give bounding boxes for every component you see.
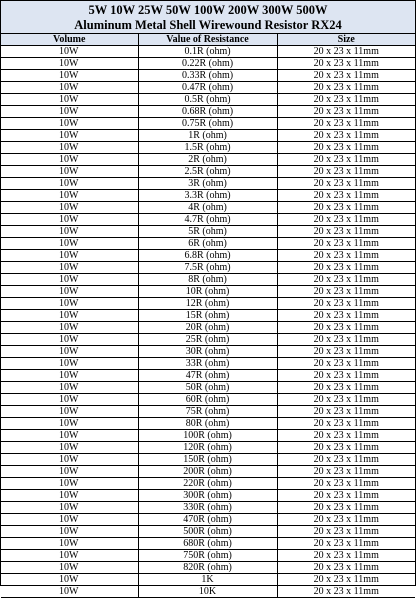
cell-resistance: 500R (ohm) — [138, 526, 277, 538]
cell-size: 20 x 23 x 11mm — [277, 430, 415, 442]
cell-size: 20 x 23 x 11mm — [277, 214, 415, 226]
table-row — [1, 202, 415, 214]
cell-resistance: 220R (ohm) — [138, 478, 277, 490]
cell-volume: 10W — [1, 430, 138, 442]
table-row — [1, 250, 415, 262]
table-row — [1, 514, 415, 526]
cell-resistance: 0.5R (ohm) — [138, 94, 277, 106]
cell-size: 20 x 23 x 11mm — [277, 514, 415, 526]
table-row — [1, 550, 415, 562]
table-row — [1, 286, 415, 298]
cell-size: 20 x 23 x 11mm — [277, 370, 415, 382]
cell-size: 20 x 23 x 11mm — [277, 442, 415, 454]
cell-resistance: 0.33R (ohm) — [138, 70, 277, 82]
column-header-resistance: Value of Resistance — [138, 34, 277, 46]
cell-size: 20 x 23 x 11mm — [277, 310, 415, 322]
cell-resistance: 5R (ohm) — [138, 226, 277, 238]
cell-size: 20 x 23 x 11mm — [277, 526, 415, 538]
cell-resistance: 200R (ohm) — [138, 466, 277, 478]
cell-resistance: 100R (ohm) — [138, 430, 277, 442]
cell-volume: 10W — [1, 238, 138, 250]
cell-resistance: 75R (ohm) — [138, 406, 277, 418]
table-row — [1, 526, 415, 538]
cell-size: 20 x 23 x 11mm — [277, 490, 415, 502]
title-line-wattages: 5W 10W 25W 50W 100W 200W 300W 500W — [88, 3, 328, 17]
cell-volume: 10W — [1, 442, 138, 454]
table-row — [1, 310, 415, 322]
cell-size: 20 x 23 x 11mm — [277, 130, 415, 142]
table-row — [1, 94, 415, 106]
cell-volume: 10W — [1, 46, 138, 58]
cell-size: 20 x 23 x 11mm — [277, 382, 415, 394]
cell-size: 20 x 23 x 11mm — [277, 46, 415, 58]
table-row — [1, 238, 415, 250]
cell-volume: 10W — [1, 118, 138, 130]
cell-volume: 10W — [1, 262, 138, 274]
cell-resistance: 7.5R (ohm) — [138, 262, 277, 274]
cell-resistance: 8R (ohm) — [138, 274, 277, 286]
cell-resistance: 3R (ohm) — [138, 178, 277, 190]
table-header-row — [1, 34, 415, 46]
cell-volume: 10W — [1, 394, 138, 406]
cell-resistance: 0.68R (ohm) — [138, 106, 277, 118]
cell-resistance: 20R (ohm) — [138, 322, 277, 334]
cell-resistance: 330R (ohm) — [138, 502, 277, 514]
table-row — [1, 178, 415, 190]
cell-volume: 10W — [1, 130, 138, 142]
cell-size: 20 x 23 x 11mm — [277, 106, 415, 118]
cell-size: 20 x 23 x 11mm — [277, 466, 415, 478]
cell-size: 20 x 23 x 11mm — [277, 118, 415, 130]
cell-resistance: 80R (ohm) — [138, 418, 277, 430]
table-body — [1, 46, 415, 598]
table-row — [1, 166, 415, 178]
cell-size: 20 x 23 x 11mm — [277, 262, 415, 274]
table-row — [1, 190, 415, 202]
table-row — [1, 70, 415, 82]
table-row — [1, 106, 415, 118]
cell-resistance: 4.7R (ohm) — [138, 214, 277, 226]
cell-size: 20 x 23 x 11mm — [277, 166, 415, 178]
table-row — [1, 334, 415, 346]
table-row — [1, 538, 415, 550]
cell-volume: 10W — [1, 382, 138, 394]
cell-volume: 10W — [1, 286, 138, 298]
resistor-table — [1, 34, 415, 598]
cell-resistance: 0.47R (ohm) — [138, 82, 277, 94]
cell-volume: 10W — [1, 322, 138, 334]
cell-resistance: 6.8R (ohm) — [138, 250, 277, 262]
table-row — [1, 430, 415, 442]
table-row — [1, 58, 415, 70]
cell-resistance: 820R (ohm) — [138, 562, 277, 574]
cell-resistance: 25R (ohm) — [138, 334, 277, 346]
table-row — [1, 262, 415, 274]
cell-volume: 10W — [1, 478, 138, 490]
cell-volume: 10W — [1, 346, 138, 358]
cell-volume: 10W — [1, 106, 138, 118]
cell-volume: 10W — [1, 490, 138, 502]
cell-resistance: 0.1R (ohm) — [138, 46, 277, 58]
cell-size: 20 x 23 x 11mm — [277, 70, 415, 82]
cell-volume: 10W — [1, 538, 138, 550]
table-row — [1, 370, 415, 382]
cell-volume: 10W — [1, 58, 138, 70]
cell-resistance: 15R (ohm) — [138, 310, 277, 322]
table-row — [1, 442, 415, 454]
cell-size: 20 x 23 x 11mm — [277, 154, 415, 166]
cell-size: 20 x 23 x 11mm — [277, 586, 415, 598]
cell-size: 20 x 23 x 11mm — [277, 418, 415, 430]
cell-size: 20 x 23 x 11mm — [277, 226, 415, 238]
cell-resistance: 50R (ohm) — [138, 382, 277, 394]
cell-size: 20 x 23 x 11mm — [277, 286, 415, 298]
cell-resistance: 3.3R (ohm) — [138, 190, 277, 202]
table-row — [1, 298, 415, 310]
table-row — [1, 274, 415, 286]
cell-volume: 10W — [1, 370, 138, 382]
cell-size: 20 x 23 x 11mm — [277, 202, 415, 214]
cell-size: 20 x 23 x 11mm — [277, 238, 415, 250]
table-row — [1, 322, 415, 334]
cell-volume: 10W — [1, 406, 138, 418]
cell-size: 20 x 23 x 11mm — [277, 478, 415, 490]
cell-volume: 10W — [1, 178, 138, 190]
table-row — [1, 214, 415, 226]
cell-size: 20 x 23 x 11mm — [277, 298, 415, 310]
table-row — [1, 82, 415, 94]
table-row — [1, 466, 415, 478]
cell-resistance: 1R (ohm) — [138, 130, 277, 142]
cell-resistance: 470R (ohm) — [138, 514, 277, 526]
cell-size: 20 x 23 x 11mm — [277, 550, 415, 562]
table-row — [1, 418, 415, 430]
cell-resistance: 750R (ohm) — [138, 550, 277, 562]
sheet-title — [1, 1, 415, 34]
table-row — [1, 226, 415, 238]
cell-size: 20 x 23 x 11mm — [277, 454, 415, 466]
cell-volume: 10W — [1, 274, 138, 286]
table-row — [1, 394, 415, 406]
cell-size: 20 x 23 x 11mm — [277, 406, 415, 418]
cell-volume: 10W — [1, 298, 138, 310]
table-row — [1, 358, 415, 370]
table-row — [1, 490, 415, 502]
table-row — [1, 118, 415, 130]
cell-resistance: 47R (ohm) — [138, 370, 277, 382]
cell-size: 20 x 23 x 11mm — [277, 502, 415, 514]
cell-volume: 10W — [1, 418, 138, 430]
table-row — [1, 502, 415, 514]
cell-size: 20 x 23 x 11mm — [277, 274, 415, 286]
cell-volume: 10W — [1, 586, 138, 598]
cell-volume: 10W — [1, 454, 138, 466]
table-row — [1, 562, 415, 574]
cell-volume: 10W — [1, 466, 138, 478]
cell-volume: 10W — [1, 310, 138, 322]
cell-resistance: 680R (ohm) — [138, 538, 277, 550]
cell-resistance: 1.5R (ohm) — [138, 142, 277, 154]
table-row — [1, 46, 415, 58]
cell-size: 20 x 23 x 11mm — [277, 574, 415, 586]
table-row — [1, 154, 415, 166]
cell-volume: 10W — [1, 526, 138, 538]
cell-volume: 10W — [1, 574, 138, 586]
cell-volume: 10W — [1, 202, 138, 214]
cell-size: 20 x 23 x 11mm — [277, 190, 415, 202]
cell-resistance: 2.5R (ohm) — [138, 166, 277, 178]
cell-resistance: 12R (ohm) — [138, 298, 277, 310]
cell-resistance: 0.75R (ohm) — [138, 118, 277, 130]
cell-volume: 10W — [1, 514, 138, 526]
cell-size: 20 x 23 x 11mm — [277, 562, 415, 574]
cell-volume: 10W — [1, 142, 138, 154]
cell-volume: 10W — [1, 250, 138, 262]
cell-resistance: 300R (ohm) — [138, 490, 277, 502]
cell-size: 20 x 23 x 11mm — [277, 322, 415, 334]
table-row — [1, 142, 415, 154]
cell-volume: 10W — [1, 70, 138, 82]
cell-volume: 10W — [1, 562, 138, 574]
column-header-size: Size — [277, 34, 415, 46]
cell-size: 20 x 23 x 11mm — [277, 142, 415, 154]
cell-size: 20 x 23 x 11mm — [277, 334, 415, 346]
cell-size: 20 x 23 x 11mm — [277, 178, 415, 190]
cell-resistance: 60R (ohm) — [138, 394, 277, 406]
cell-size: 20 x 23 x 11mm — [277, 346, 415, 358]
cell-resistance: 1K — [138, 574, 277, 586]
cell-resistance: 33R (ohm) — [138, 358, 277, 370]
cell-resistance: 2R (ohm) — [138, 154, 277, 166]
cell-volume: 10W — [1, 82, 138, 94]
cell-volume: 10W — [1, 214, 138, 226]
column-header-volume: Volume — [1, 34, 138, 46]
table-row — [1, 406, 415, 418]
cell-size: 20 x 23 x 11mm — [277, 94, 415, 106]
cell-volume: 10W — [1, 226, 138, 238]
cell-resistance: 10K — [138, 586, 277, 598]
cell-volume: 10W — [1, 154, 138, 166]
cell-size: 20 x 23 x 11mm — [277, 394, 415, 406]
cell-size: 20 x 23 x 11mm — [277, 250, 415, 262]
cell-size: 20 x 23 x 11mm — [277, 538, 415, 550]
cell-resistance: 10R (ohm) — [138, 286, 277, 298]
cell-volume: 10W — [1, 190, 138, 202]
cell-resistance: 0.22R (ohm) — [138, 58, 277, 70]
cell-volume: 10W — [1, 166, 138, 178]
cell-resistance: 120R (ohm) — [138, 442, 277, 454]
cell-resistance: 30R (ohm) — [138, 346, 277, 358]
table-row — [1, 346, 415, 358]
cell-size: 20 x 23 x 11mm — [277, 82, 415, 94]
table-row — [1, 478, 415, 490]
cell-size: 20 x 23 x 11mm — [277, 58, 415, 70]
cell-volume: 10W — [1, 502, 138, 514]
table-row — [1, 454, 415, 466]
cell-resistance: 6R (ohm) — [138, 238, 277, 250]
cell-resistance: 4R (ohm) — [138, 202, 277, 214]
cell-size: 20 x 23 x 11mm — [277, 358, 415, 370]
table-row — [1, 574, 415, 586]
table-row — [1, 130, 415, 142]
cell-volume: 10W — [1, 94, 138, 106]
title-line-product: Aluminum Metal Shell Wirewound Resistor RX24 — [74, 18, 342, 32]
cell-volume: 10W — [1, 358, 138, 370]
cell-resistance: 150R (ohm) — [138, 454, 277, 466]
cell-volume: 10W — [1, 334, 138, 346]
cell-volume: 10W — [1, 550, 138, 562]
table-row — [1, 586, 415, 598]
table-row — [1, 382, 415, 394]
